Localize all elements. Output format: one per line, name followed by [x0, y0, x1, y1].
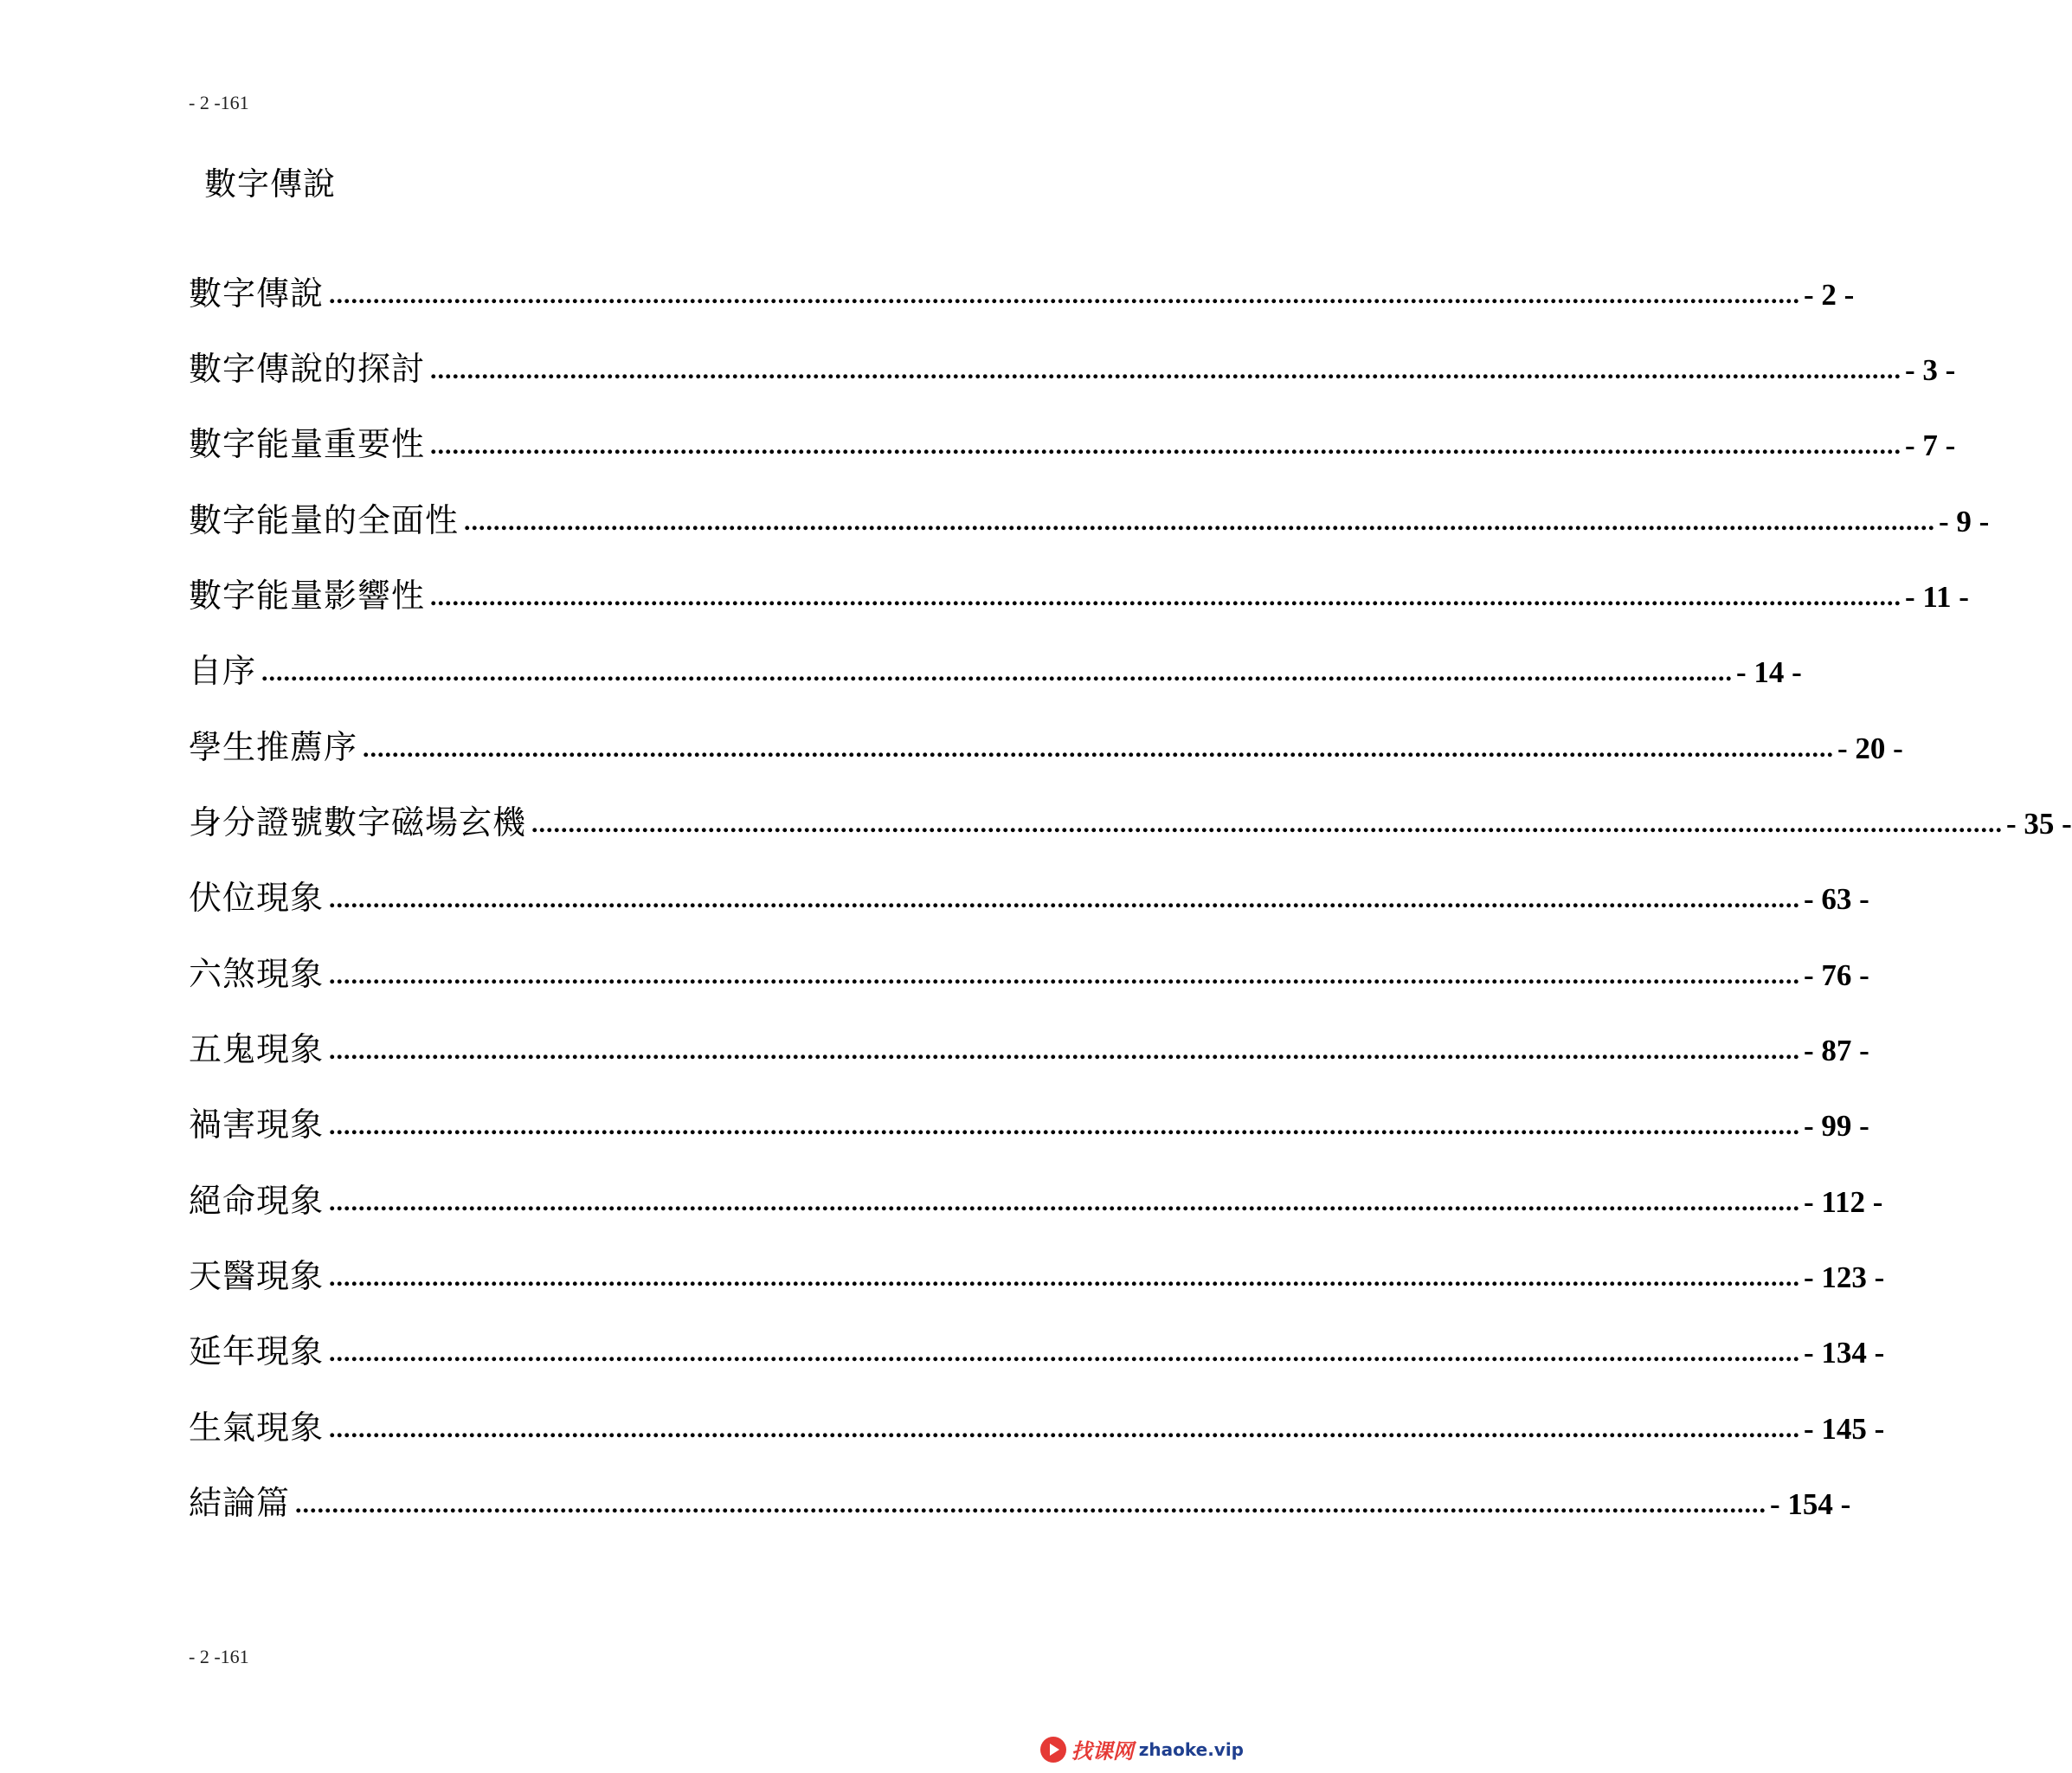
- toc-entry-title: 五鬼現象: [189, 1030, 325, 1068]
- toc-entry-title: 絕命現象: [189, 1182, 325, 1220]
- toc-entry-page: - 11 -: [1905, 580, 1969, 614]
- toc-entry[interactable]: [189, 642, 1802, 690]
- toc-entry[interactable]: [189, 1323, 1885, 1370]
- toc-entry[interactable]: [189, 1399, 1885, 1447]
- document-title: 數字傳說: [204, 165, 336, 203]
- header-page-number: - 2 -161: [189, 92, 249, 113]
- toc-entry-page: - 63 -: [1804, 882, 1869, 916]
- dot-leader: ........................................................................................................................................................................................................: [295, 1490, 1767, 1518]
- toc-entry-title: 六煞現象: [189, 955, 325, 993]
- toc-entry-page: - 3 -: [1905, 353, 1956, 387]
- watermark-brand: 找课网: [1071, 1739, 1134, 1763]
- toc-entry-page: - 76 -: [1804, 958, 1869, 992]
- toc-entry-page: - 9 -: [1939, 505, 1990, 538]
- toc-entry-title: 數字傳說的探討: [189, 350, 426, 388]
- footer-page-number: - 2 -161: [189, 1646, 249, 1667]
- toc-entry-title: 延年現象: [189, 1332, 325, 1370]
- toc-entry-title: 學生推薦序: [189, 728, 358, 766]
- watermark-domain: zhaoke.vip: [1138, 1738, 1244, 1760]
- dot-leader: ........................................................................................................................................................................................................: [329, 1188, 1801, 1216]
- toc-entry-title: 天醫現象: [189, 1257, 325, 1295]
- toc-entry-page: - 145 -: [1804, 1412, 1885, 1446]
- toc-entry[interactable]: [189, 1248, 1885, 1295]
- dot-leader: ........................................................................................................................................................................................................: [329, 1338, 1801, 1367]
- toc-entry[interactable]: [189, 265, 1855, 313]
- dot-leader: ........................................................................................................................................................................................................: [430, 583, 1902, 611]
- toc-entry[interactable]: [189, 340, 1956, 388]
- toc-entry-page: - 20 -: [1837, 732, 1903, 765]
- toc-entry[interactable]: [189, 719, 1903, 766]
- toc-entry-page: - 154 -: [1770, 1487, 1851, 1521]
- toc-entry-title: 身分證號數字磁場玄機: [189, 803, 527, 841]
- play-icon: [1040, 1737, 1066, 1763]
- toc-entry-page: - 123 -: [1804, 1260, 1885, 1294]
- toc-entry-page: - 35 -: [2006, 807, 2072, 841]
- toc-entry-title: 數字能量重要性: [189, 425, 426, 463]
- toc-entry-title: 結論篇: [189, 1484, 291, 1522]
- toc-entry-page: - 112 -: [1804, 1185, 1883, 1219]
- toc-entry-page: - 2 -: [1804, 278, 1855, 312]
- toc-entry[interactable]: [189, 1474, 1851, 1522]
- toc-entry-title: 數字能量影響性: [189, 577, 426, 615]
- toc-entry[interactable]: [189, 1021, 1869, 1068]
- toc-entry-page: - 14 -: [1736, 655, 1802, 689]
- dot-leader: ........................................................................................................................................................................................................: [329, 1415, 1801, 1443]
- toc-entry[interactable]: [189, 416, 1956, 463]
- dot-leader: ........................................................................................................................................................................................................: [261, 658, 1734, 687]
- toc-entry-page: - 7 -: [1905, 429, 1956, 462]
- toc-entry[interactable]: [189, 794, 2072, 841]
- dot-leader: ........................................................................................................................................................................................................: [329, 1036, 1801, 1065]
- toc-entry-title: 數字能量的全面性: [189, 501, 460, 539]
- toc-entry-title: 伏位現象: [189, 879, 325, 917]
- dot-leader: ........................................................................................................................................................................................................: [329, 961, 1801, 990]
- toc-entry[interactable]: [189, 492, 1990, 539]
- toc-entry-title: 自序: [189, 652, 257, 690]
- toc-entry[interactable]: [189, 869, 1869, 917]
- toc-entry-title: 生氣現象: [189, 1409, 325, 1447]
- toc-entry-title: 數字傳說: [189, 274, 325, 313]
- dot-leader: ........................................................................................................................................................................................................: [329, 280, 1801, 309]
- dot-leader: ........................................................................................................................................................................................................: [430, 356, 1902, 384]
- dot-leader: ........................................................................................................................................................................................................: [464, 507, 1936, 536]
- toc-entry[interactable]: [189, 1096, 1869, 1144]
- site-watermark: [1040, 1734, 1244, 1764]
- dot-leader: ........................................................................................................................................................................................................: [363, 734, 1835, 763]
- toc-entry-page: - 134 -: [1804, 1336, 1885, 1370]
- dot-leader: ........................................................................................................................................................................................................: [329, 885, 1801, 913]
- dot-leader: ........................................................................................................................................................................................................: [430, 431, 1902, 460]
- toc-entry-title: 禍害現象: [189, 1106, 325, 1144]
- toc-entry[interactable]: [189, 1172, 1883, 1220]
- toc-entry-page: - 87 -: [1804, 1034, 1869, 1067]
- dot-leader: ........................................................................................................................................................................................................: [329, 1263, 1801, 1292]
- toc-entry[interactable]: [189, 567, 1969, 615]
- dot-leader: ........................................................................................................................................................................................................: [531, 809, 2004, 838]
- dot-leader: ........................................................................................................................................................................................................: [329, 1112, 1801, 1140]
- toc-entry[interactable]: [189, 945, 1869, 993]
- toc-entry-page: - 99 -: [1804, 1109, 1869, 1143]
